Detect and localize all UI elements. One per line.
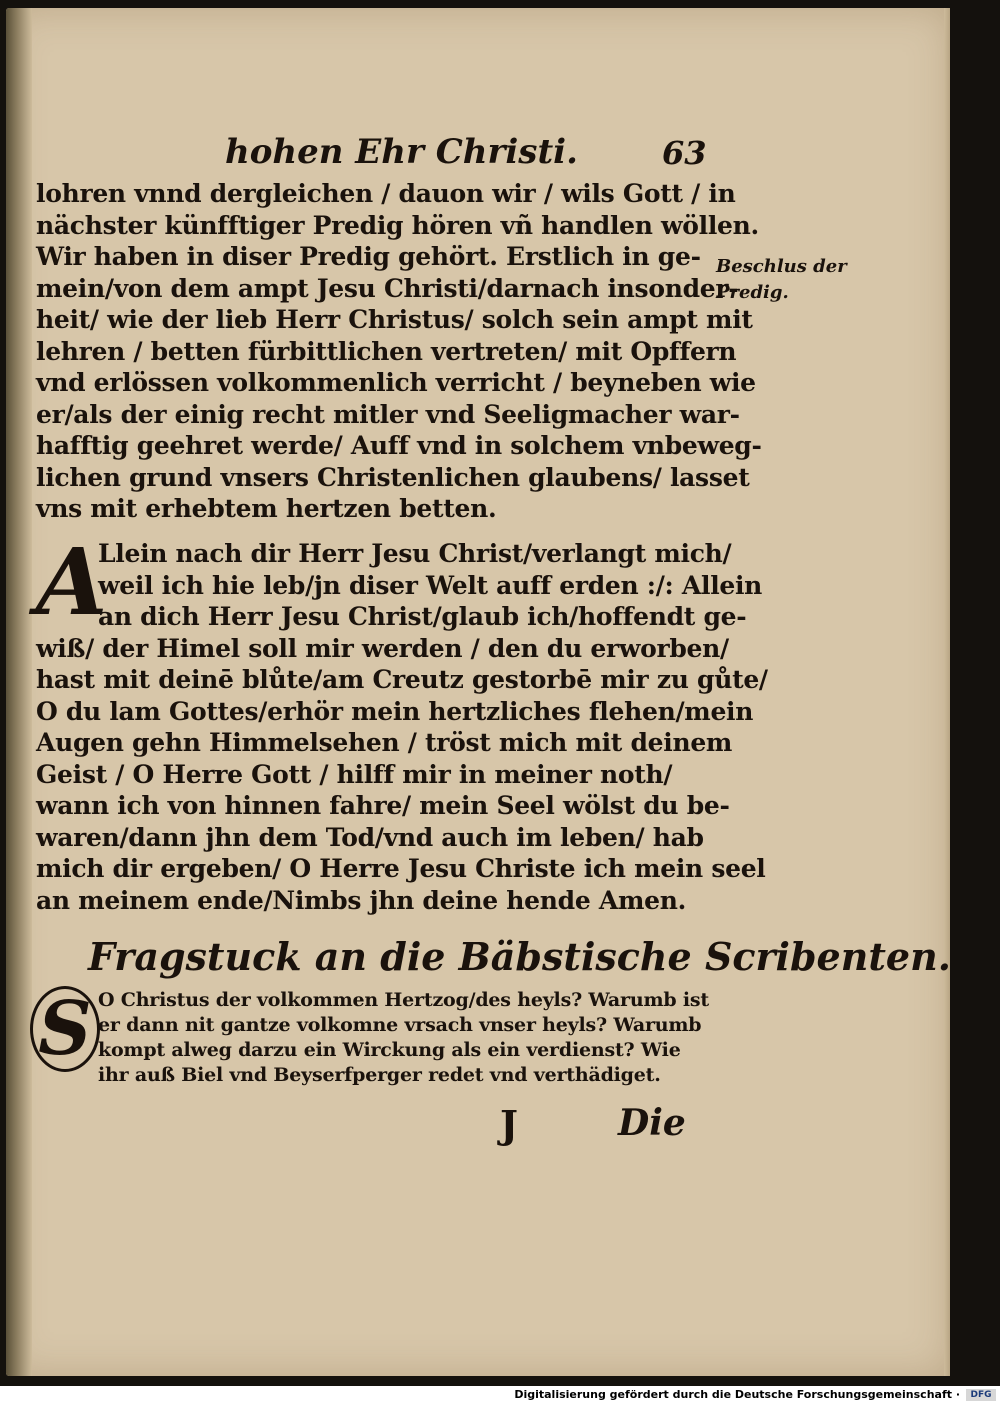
question-line: er dann nit gantze volkomne vrsach vnser heyls? Warumb: [98, 1014, 702, 1036]
margin-note: [716, 254, 847, 306]
text-line: vns mit erhebtem hertzen betten.: [36, 494, 497, 523]
prayer-line: wann ich von hinnen fahre/ mein Seel wölst du be-: [36, 791, 730, 820]
text-line: lohren vnnd dergleichen / dauon wir / wils Gott / in: [36, 179, 736, 208]
text-line: nächster künfftiger Predig hören vñ handlen wöllen.: [36, 210, 759, 240]
page-number: 63: [662, 134, 707, 172]
text-line: Wir haben in diser Predig gehört. Erstlich in ge-: [36, 242, 701, 271]
drop-initial-a: A: [36, 528, 108, 636]
text-line: heit/ wie der lieb Herr Christus/ solch sein ampt mit: [36, 305, 753, 334]
footer-bar: [0, 1386, 1000, 1404]
prayer-line: Geist / O Herre Gott / hilff mir in meiner noth/: [36, 759, 673, 789]
page-edge: [944, 8, 950, 1376]
dfg-logo-icon: DFG: [966, 1389, 996, 1401]
text-line: er/als der einig recht mitler vnd Seeligmacher war-: [36, 399, 740, 429]
prayer-line: hast mit deinē blůte/am Creutz gestorbē mir zu gůte/: [36, 665, 768, 694]
signature-mark: J: [500, 1102, 518, 1147]
funding-credit: Digitalisierung gefördert durch die Deutsche Forschungsgemeinschaft ·: [514, 1388, 960, 1401]
prayer-line: an dich Herr Jesu Christ/glaub ich/hoffendt ge-: [98, 602, 747, 631]
text-line: mein/von dem ampt Jesu Christi/darnach insonder-: [36, 273, 739, 303]
prayer-line: mich dir ergeben/ O Herre Jesu Christe ich mein seel: [36, 854, 766, 883]
margin-note-line: Predig.: [716, 282, 789, 303]
sermon-text: [36, 178, 762, 525]
text-line: lichen grund vnsers Christenlichen glaubens/ lasset: [36, 462, 750, 492]
text-line: hafftig geehret werde/ Auff vnd in solchem vnbeweg-: [36, 431, 762, 460]
text-line: vnd erlössen volkommenlich verricht / beyneben wie: [36, 368, 756, 397]
running-head: hohen Ehr Christi.: [225, 132, 578, 172]
prayer-line: wiß/ der Himel soll mir werden / den du erworben/: [36, 633, 729, 663]
question-text: [98, 988, 709, 1088]
prayer-line: weil ich hie leb/jn diser Welt auff erden :/: Allein: [98, 570, 763, 600]
section-heading: Fragstuck an die Bäbstische Scribenten.: [88, 934, 951, 979]
margin-note-line: Beschlus der: [716, 256, 847, 277]
prayer-line: waren/dann jhn dem Tod/vnd auch im leben/ hab: [36, 822, 704, 852]
catchword: Die: [618, 1102, 686, 1144]
question-line: ihr auß Biel vnd Beyserfperger redet vnd verthädiget.: [98, 1064, 661, 1086]
question-line: kompt alweg darzu ein Wirckung als ein verdienst? Wie: [98, 1039, 681, 1061]
prayer-line: Llein nach dir Herr Jesu Christ/verlangt mich/: [98, 539, 732, 568]
drop-initial-s: S: [30, 986, 100, 1072]
prayer-line: O du lam Gottes/erhör mein hertzliches flehen/mein: [36, 696, 754, 726]
text-line: lehren / betten fürbittlichen vertreten/ mit Opffern: [36, 336, 737, 366]
question-line: O Christus der volkommen Hertzog/des heyls? Warumb ist: [98, 989, 709, 1011]
prayer-line: an meinem ende/Nimbs jhn deine hende Amen.: [36, 885, 686, 915]
prayer-text: [36, 528, 768, 916]
prayer-line: Augen gehn Himmelsehen / tröst mich mit deinem: [36, 728, 733, 757]
page-gutter: [6, 8, 32, 1376]
